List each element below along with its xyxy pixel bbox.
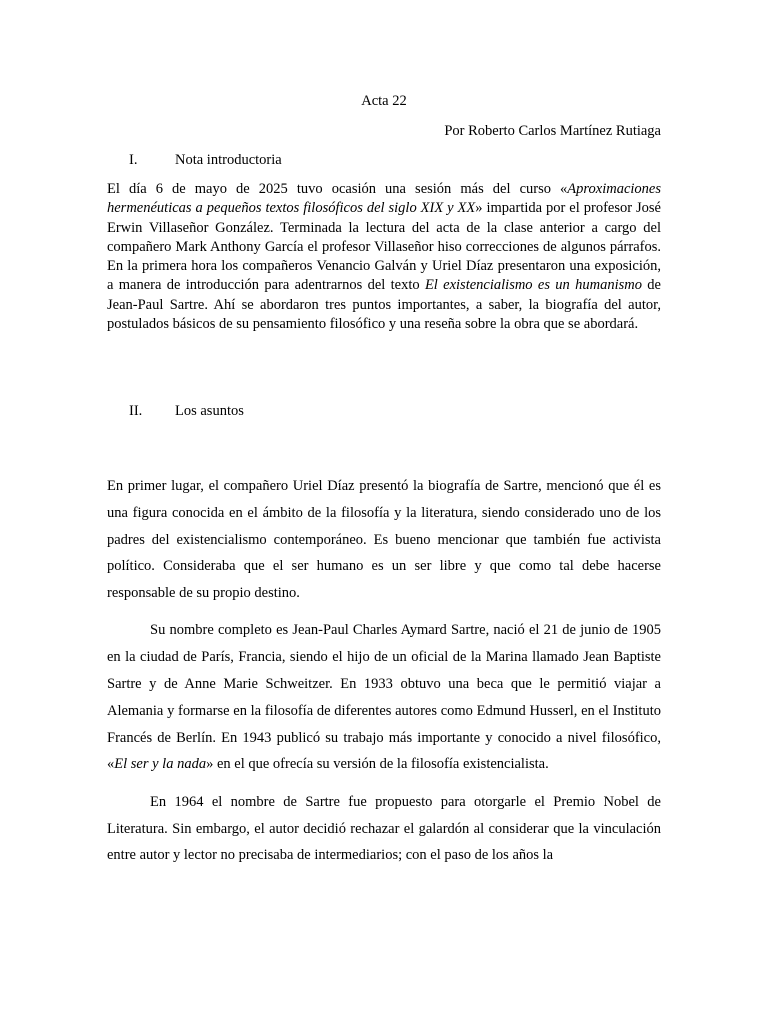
document-author: Por Roberto Carlos Martínez Rutiaga [444, 123, 661, 139]
body-paragraph-2 [107, 617, 661, 778]
p2-work-title: El ser y la nada [114, 756, 207, 773]
section-heading-1 [129, 150, 282, 170]
body-text [107, 473, 661, 880]
body-paragraph-3: En 1964 el nombre de Sartre fue propuesto para otorgarle el Premio Nobel de Literatura. Sin embargo, el autor decidió rechazar el galardón al considerar que la vinculación entre autor y lector no precisaba de intermediarios; con el paso de los años la [107, 793, 661, 864]
intro-text-1: El día 6 de mayo de 2025 tuvo ocasión una sesión más del curso « [107, 181, 568, 197]
intro-text-2: » impartida por el profesor José Erwin Villaseñor González. Terminada la lectura del acta de la clase anterior a cargo del compañero Mark Anthony García el profesor Villaseñor hiso correcciones de algunos párrafos. En la primera hora los compañeros Venancio Galván y Uriel Díaz presentaron una exposición, a manera de introducción para adentrarnos del texto [107, 200, 661, 294]
section-heading-2 [129, 401, 244, 421]
p2-text-1: Su nombre completo es Jean-Paul Charles Aymard Sartre, nació el 21 de junio de 1905 en la ciudad de París, Francia, siendo el hijo de un oficial de la Marina llamado Jean Baptiste Sartre y de Anne Marie Schweitzer. En 1933 obtuvo una beca que le permitió viajar a Alemania y formarse en la filosofía de diferentes autores como Edmund Husserl, en el Instituto Francés de Berlín. En 1943 publicó su trabajo más importante y conocido a nivel filosófico, « [107, 622, 661, 773]
section-title-1: Nota introductoria [175, 152, 282, 168]
work-title: El existencialismo es un humanismo [424, 277, 642, 294]
course-title: Aproximaciones hermenéuticas a pequeños textos filosóficos del siglo XIX y XX [107, 181, 661, 217]
intro-text-3: de Jean-Paul Sartre. Ahí se abordaron tres puntos importantes, a saber, la biografía del autor, postulados básicos de su pensamiento filosófico y una reseña sobre la obra que se abordará. [107, 277, 661, 333]
intro-paragraph [107, 180, 661, 334]
section-number-2: II. [129, 403, 143, 419]
p2-text-2: » en el que ofrecía su versión de la filosofía existencialista. [206, 756, 549, 773]
section-title-2: Los asuntos [175, 403, 244, 419]
document-title: Acta 22 [361, 93, 407, 109]
body-paragraph-1: En primer lugar, el compañero Uriel Díaz presentó la biografía de Sartre, mencionó que él es una figura conocida en el ámbito de la filosofía y la literatura, siendo considerado uno de los padres del existencialismo contemporáneo. Es bueno mencionar que también fue activista político. Consideraba que el ser humano es un ser libre y que como tal debe hacerse responsable de su propio destino. [107, 478, 661, 602]
section-number-1: I. [129, 152, 138, 168]
